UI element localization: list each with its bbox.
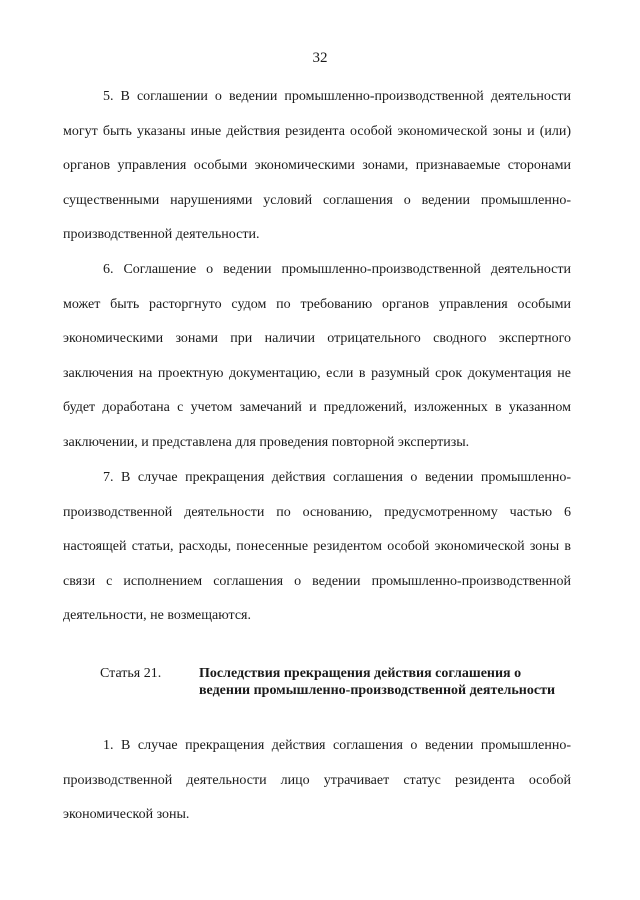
article-title: Последствия прекращения действия соглашения о ведении промышленно-производственной деятельности xyxy=(199,666,556,698)
article-label: Статья 21. xyxy=(100,666,162,681)
article-paragraph-1: 1. В случае прекращения действия соглашения о ведении промышленно-производственной деятельности лицо утрачивает статус резидента особой экономической зоны. xyxy=(63,738,571,822)
paragraph-5: 5. В соглашении о ведении промышленно-производственной деятельности могут быть указаны иные действия резидента особой экономической зоны и (или) органов управления особыми экономическими зонами, признаваемые сторонами существенными нарушениями условий соглашения о ведении промышленно-производственной деятельности. xyxy=(63,89,571,242)
paragraph-6: 6. Соглашение о ведении промышленно-производственной деятельности может быть расторгнуто судом по требованию органов управления особыми экономическими зонами при наличии отрицательного сводного экспертного заключения на проектную документацию, если в разумный срок документация не будет доработана с учетом замечаний и предложений, изложенных в указанном заключении, и представлена для проведения повторной экспертизы. xyxy=(63,262,571,450)
page-number: 32 xyxy=(312,50,328,66)
paragraph-7: 7. В случае прекращения действия соглашения о ведении промышленно-производственной деятельности по основанию, предусмотренному частью 6 настоящей статьи, расходы, понесенные резидентом особой экономической зоны в связи с исполнением соглашения о ведении промышленно-производственной деятельности, не возмещаются. xyxy=(63,470,571,623)
